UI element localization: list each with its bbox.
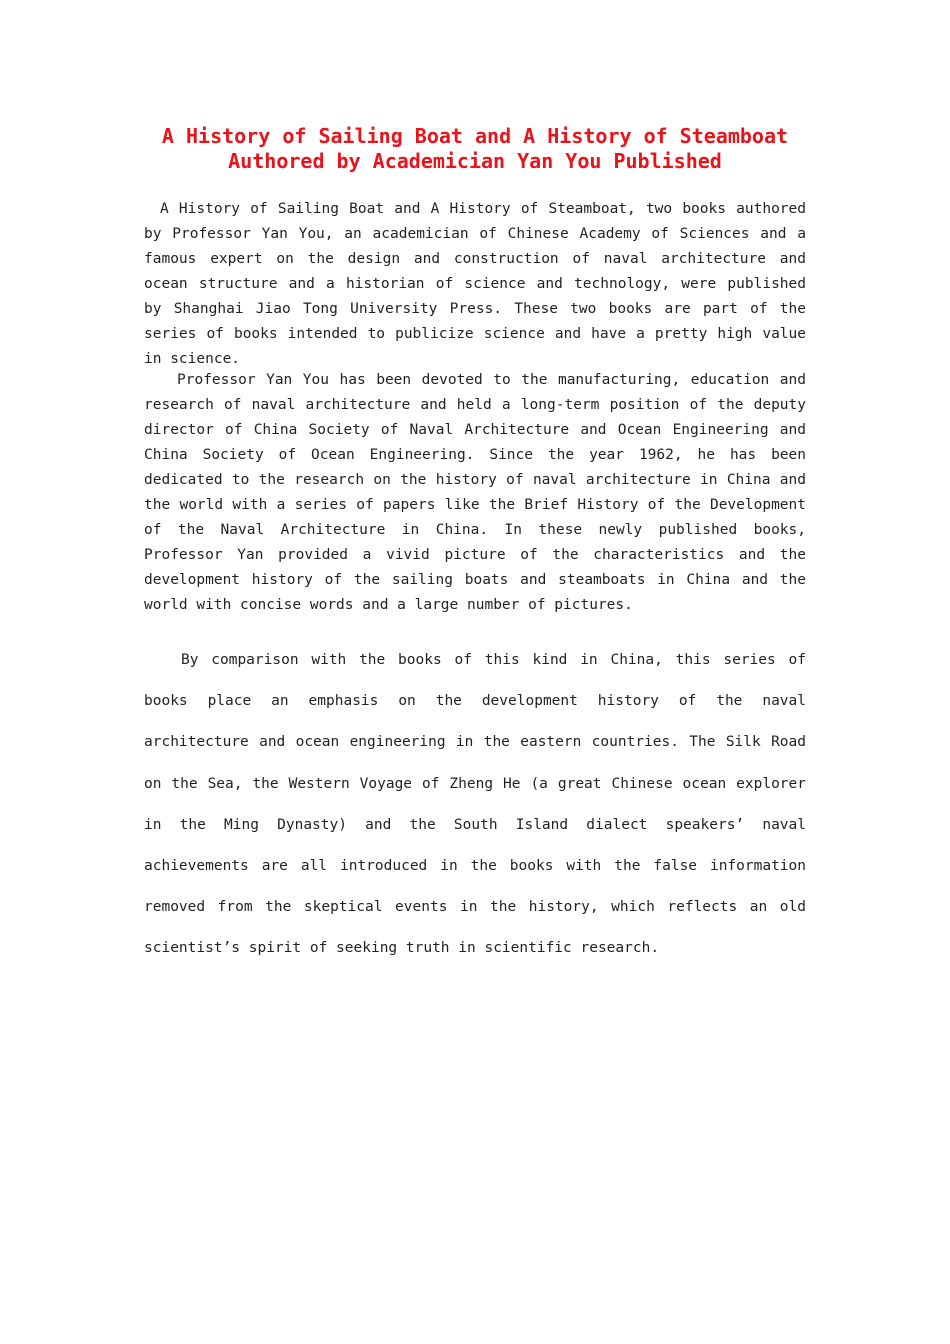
paragraph-2: Professor Yan You has been devoted to the manufacturing, education and research of naval architecture and held a long-term position of the deputy director of China Society of Naval Architecture and Ocean Engineering and China Society of Ocean Engineering. Since the year 1962, he has been dedicated to the research on the history of naval architecture in China and the world with a series of papers like the Brief History of the Development of the Naval Architecture in China. In these newly published books, Professor Yan provided a vivid picture of the characteristics and the development history of the sailing boats and steamboats in China and the world with concise words and a large number of pictures. [144, 372, 806, 613]
article-title-line-1: A History of Sailing Boat and A History of Steamboat [161, 124, 789, 148]
article-title-line-2: Authored by Academician Yan You Published [228, 149, 722, 173]
article-title [144, 124, 806, 174]
paragraph-3: By comparison with the books of this kind in China, this series of books place an emphasis on the development history of the naval architecture and ocean engineering in the eastern countries. The Silk Road on the Sea, the Western Voyage of Zheng He (a great Chinese ocean explorer in the Ming Dynasty) and the South Island dialect speakers’ naval achievements are all introduced in the books with the false information removed from the skeptical events in the history, which reflects an old scientist’s spirit of seeking truth in scientific research. [144, 652, 806, 957]
paragraph-1: A History of Sailing Boat and A History of Steamboat, two books authored by Professor Yan You, an academician of Chinese Academy of Sciences and a famous expert on the design and construction of naval architecture and ocean structure and a historian of science and technology, were published by Shanghai Jiao Tong University Press. These two books are part of the series of books intended to publicize science and have a pretty high value in science. [144, 201, 806, 367]
